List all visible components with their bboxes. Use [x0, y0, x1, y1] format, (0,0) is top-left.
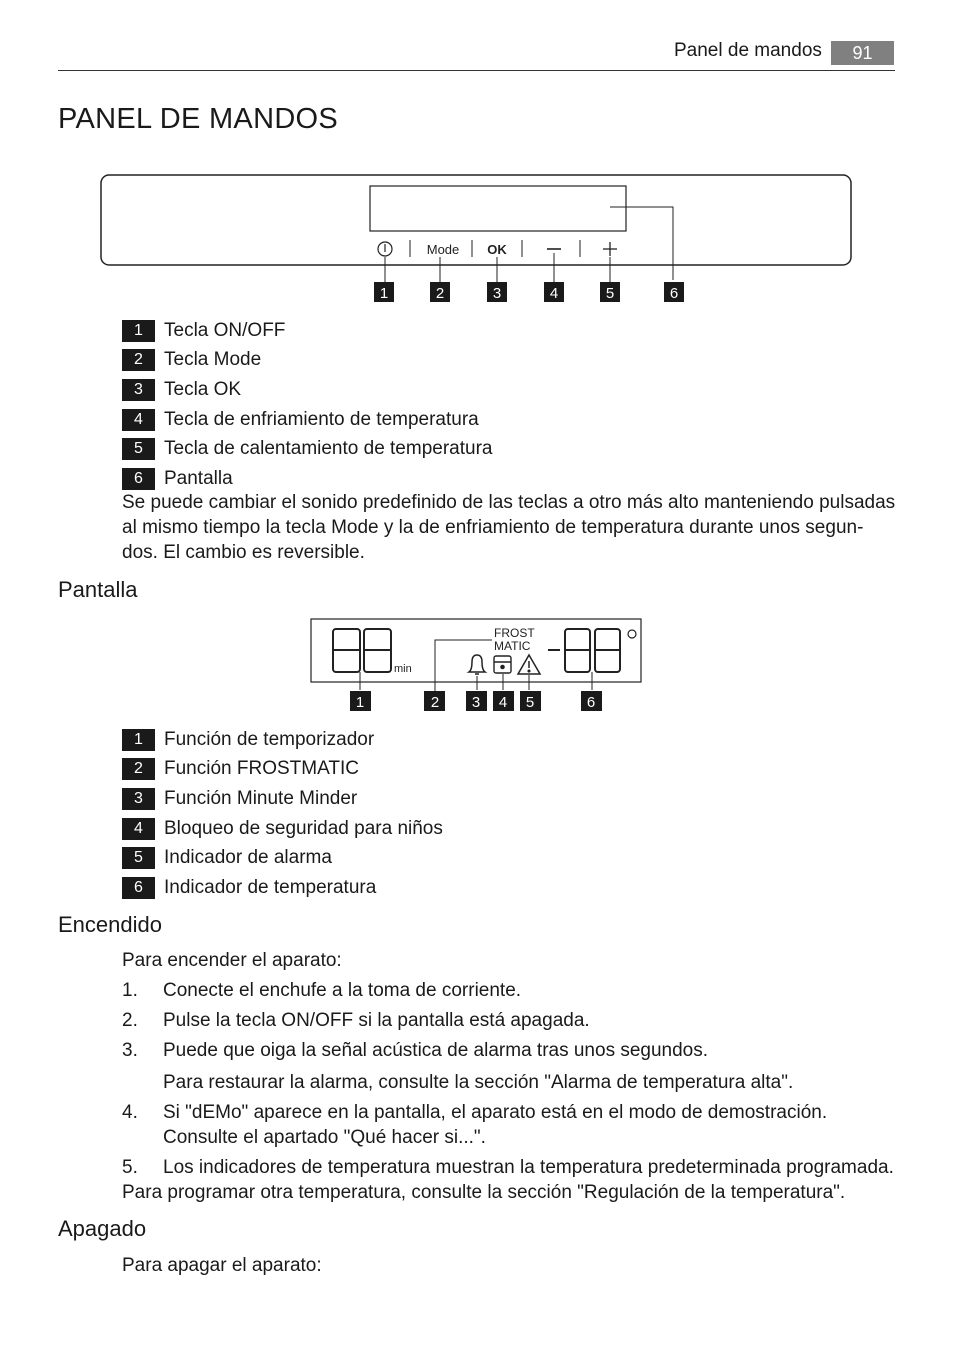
key-sound-note: Se puede cambiar el sonido predefinido de las teclas a otro más alto manteniendo pulsadas al mismo tiempo la tecla Mode y la de enfriamiento de temperatura durante unos segun-dos. El cambio es reversible.	[122, 492, 896, 563]
control-panel-diagram	[0, 160, 954, 310]
panel-outline	[101, 175, 851, 265]
legend-item: 4 Tecla de enfriamiento de temperatura	[122, 405, 492, 435]
legend-item: 3 Función Minute Minder	[122, 784, 443, 814]
svg-text:2: 2	[435, 285, 445, 302]
svg-text:2: 2	[430, 694, 440, 711]
legend-item: 3 Tecla OK	[122, 375, 492, 405]
legend-item: 4 Bloqueo de seguridad para niños	[122, 814, 443, 844]
callout-1	[350, 691, 371, 711]
list-item: 3. Puede que oiga la señal acústica de alarma tras unos segundos.	[122, 1040, 709, 1061]
legend-item: 1 Función de temporizador	[122, 725, 443, 755]
display-legend	[122, 725, 443, 903]
min-label: min	[394, 663, 412, 675]
callout-4	[493, 691, 514, 711]
callout-3	[466, 691, 487, 711]
section-heading-apagado: Apagado	[58, 1216, 147, 1241]
svg-text:5: 5	[605, 285, 615, 302]
encendido-intro: Para encender el aparato:	[122, 950, 342, 971]
apagado-intro: Para apagar el aparato:	[122, 1255, 322, 1276]
callout-3	[487, 282, 507, 302]
svg-text:5: 5	[525, 694, 535, 711]
alarm-warning-icon	[518, 655, 540, 674]
matic-label: MATIC	[494, 639, 531, 653]
panel-display-window	[370, 186, 626, 231]
svg-text:6: 6	[669, 285, 679, 302]
timer-digits	[333, 629, 391, 672]
legend-item: 2 Tecla Mode	[122, 346, 492, 376]
svg-text:1: 1	[379, 285, 389, 302]
callout-6	[664, 282, 684, 302]
encendido-steps	[122, 978, 897, 1205]
display-diagram	[0, 610, 954, 720]
step-continuation: Para programar otra temperatura, consulte la sección "Regulación de la temperatura".	[122, 1182, 846, 1203]
page-title: PANEL DE MANDOS	[58, 103, 339, 135]
bell-icon	[469, 655, 485, 674]
list-item: 2. Pulse la tecla ON/OFF si la pantalla está apagada.	[122, 1010, 590, 1031]
callout-4	[544, 282, 564, 302]
display-leader	[610, 207, 673, 280]
callout-5	[600, 282, 620, 302]
callout-2	[424, 691, 445, 711]
callout-6	[581, 691, 602, 711]
mode-button-label: Mode	[426, 242, 460, 257]
svg-text:6: 6	[586, 694, 596, 711]
section-heading-encendido: Encendido	[58, 912, 162, 937]
callout-1	[374, 282, 394, 302]
callout-5	[520, 691, 541, 711]
svg-text:4: 4	[549, 285, 559, 302]
legend-item: 5 Tecla de calentamiento de temperatura	[122, 434, 492, 464]
header-rule	[58, 70, 895, 71]
section-heading-pantalla: Pantalla	[58, 577, 138, 602]
list-item: 1. Conecte el enchufe a la toma de corriente.	[122, 980, 522, 1001]
ok-button-label: OK	[487, 242, 507, 257]
temperature-digits	[548, 629, 620, 672]
svg-text:3: 3	[471, 694, 481, 711]
svg-text:4: 4	[498, 694, 508, 711]
frost-label: FROST	[494, 626, 535, 640]
power-icon	[378, 242, 392, 256]
plus-icon	[603, 242, 617, 256]
callout-2	[430, 282, 450, 302]
legend-item: 6 Indicador de temperatura	[122, 873, 443, 903]
control-panel-legend	[122, 316, 492, 494]
running-header: Panel de mandos	[674, 40, 822, 61]
legend-item: 2 Función FROSTMATIC	[122, 755, 443, 785]
legend-item: 1 Tecla ON/OFF	[122, 316, 492, 346]
degree-icon	[628, 630, 636, 638]
legend-item: 5 Indicador de alarma	[122, 843, 443, 873]
child-lock-icon	[494, 656, 511, 673]
svg-text:3: 3	[492, 285, 502, 302]
list-item: 4. Si "dEMo" aparece en la pantalla, el aparato está en el modo de demostración. Consulte el apartado "Qué hacer si...".	[122, 1102, 828, 1148]
page-number: 91	[831, 41, 894, 65]
list-item: 5. Los indicadores de temperatura muestran la temperatura predeterminada programada.	[122, 1157, 894, 1178]
svg-text:1: 1	[355, 694, 365, 711]
legend-item: 6 Pantalla	[122, 464, 492, 494]
step-note: Para restaurar la alarma, consulte la sección "Alarma de temperatura alta".	[163, 1072, 794, 1093]
